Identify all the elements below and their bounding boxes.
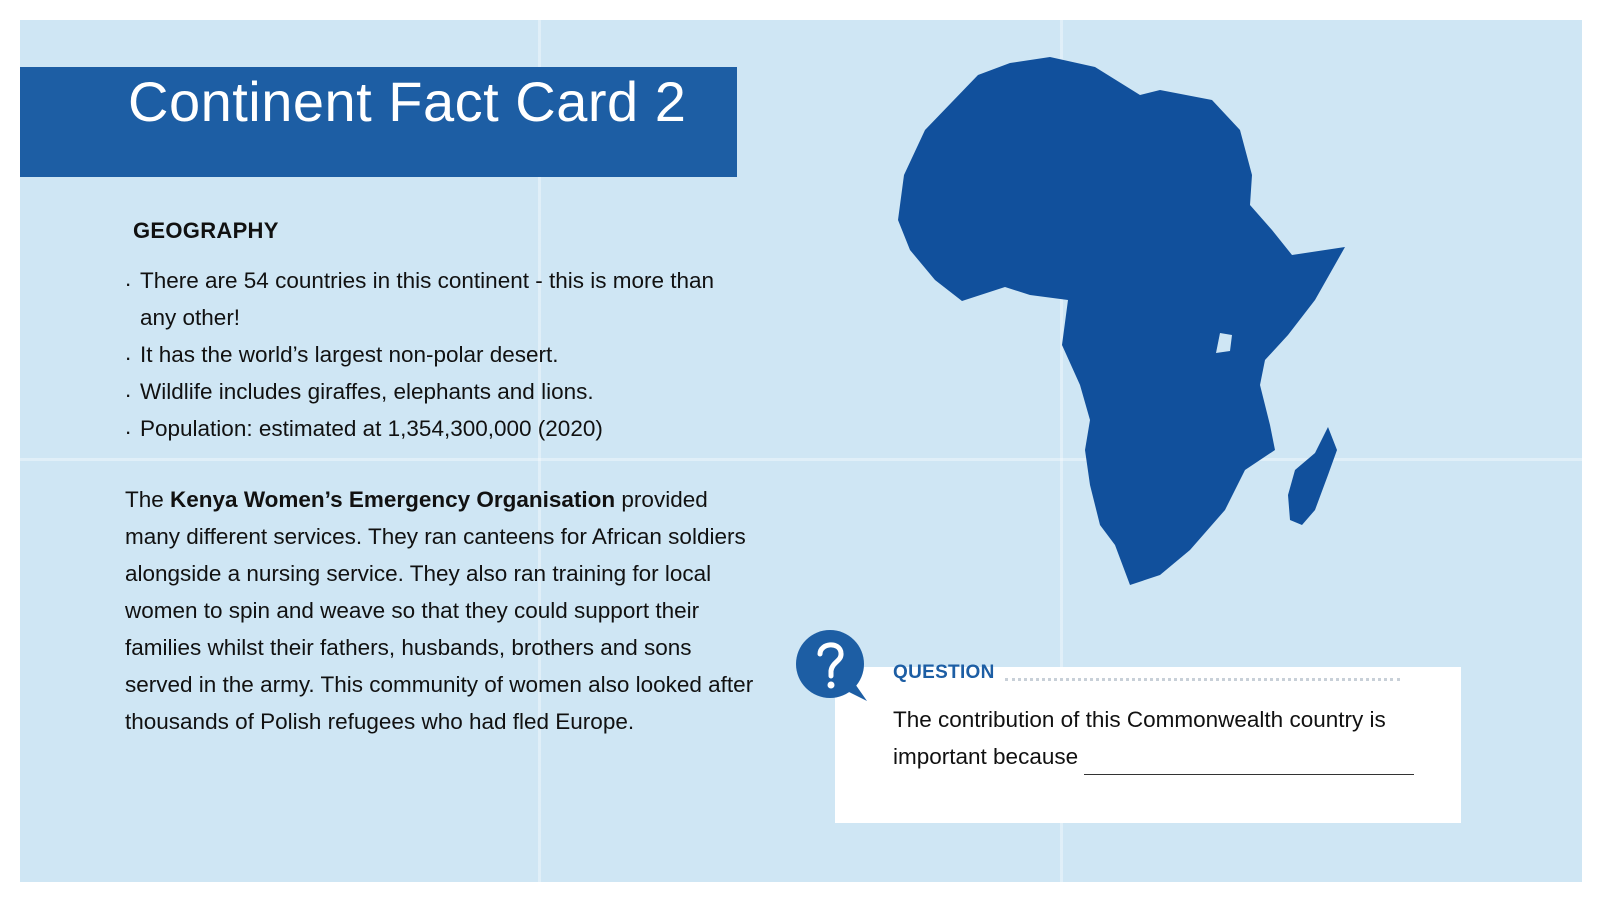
geography-heading: GEOGRAPHY bbox=[133, 218, 279, 243]
answer-blank[interactable] bbox=[1084, 750, 1414, 775]
facts-list bbox=[125, 262, 725, 447]
body-paragraph bbox=[125, 481, 755, 740]
question-text: The contribution of this Commonwealth country is important because bbox=[893, 707, 1386, 769]
fact-item: . Wildlife includes giraffes, elephants and lions. bbox=[125, 373, 725, 410]
fact-item: . It has the world’s largest non-polar desert. bbox=[125, 336, 725, 373]
question-mark-dot bbox=[828, 682, 835, 689]
fact-item: . Population: estimated at 1,354,300,000 (2020) bbox=[125, 410, 725, 447]
dotted-divider bbox=[1005, 678, 1400, 681]
question-label: QUESTION bbox=[893, 662, 995, 683]
paragraph-body: provided many different services. They ran canteens for African soldiers alongside a nursing service. They also ran training for local women to spin and weave so that they could support their families whilst their fathers, husbands, brothers and sons served in the army. This community of women also looked after thousands of Polish refugees who had fled Europe. bbox=[125, 487, 754, 734]
africa-mainland bbox=[898, 57, 1345, 585]
question-text-wrapper bbox=[893, 701, 1433, 775]
madagascar bbox=[1288, 427, 1337, 525]
organisation-name: Kenya Women’s Emergency Organisation bbox=[170, 487, 616, 512]
africa-map-icon bbox=[890, 55, 1360, 600]
question-mark-icon bbox=[795, 629, 867, 701]
page-title: Continent Fact Card 2 bbox=[128, 70, 687, 133]
paragraph-intro: The bbox=[125, 487, 171, 512]
fact-item: . There are 54 countries in this continent - this is more than any other! bbox=[125, 262, 725, 336]
